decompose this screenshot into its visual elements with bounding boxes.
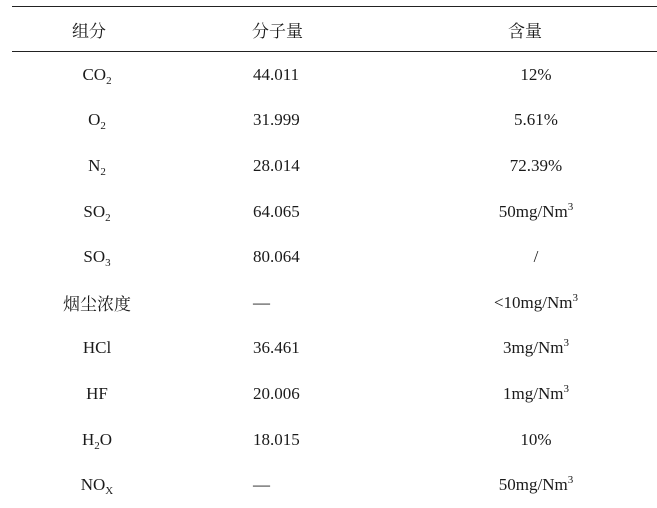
table-row [12,143,657,189]
cell-molecular-weight: 80.064 [253,247,300,267]
table-row [12,98,657,144]
content-value-wrap [456,65,616,85]
content-superscript: 3 [563,382,569,395]
gas-composition-table [12,6,657,508]
content-value: 12% [520,64,552,84]
cell-component [12,52,202,98]
content-value: / [533,247,539,267]
cell-component [12,189,202,235]
content-value: 1mg/Nm [503,383,564,403]
cell-molecular-weight: 44.011 [253,64,300,84]
header-row [12,7,657,52]
cell-content [342,417,657,463]
content-superscript: 3 [567,200,574,213]
cell-component [12,280,202,326]
cell-content [342,234,657,280]
cell-molecular-weight: 18.015 [253,429,300,449]
component-subscript: 2 [100,120,106,133]
table-header [12,7,657,52]
content-value: <10mg/Nm [493,292,573,312]
content-value-wrap [456,202,616,222]
component-name: SO [83,247,106,267]
table-row [12,462,657,508]
component-name: HCl [82,338,112,358]
table-row [12,326,657,372]
component-name: H [81,429,95,449]
cell-content [342,98,657,144]
content-value: 3mg/Nm [503,338,564,358]
cell-content [342,280,657,326]
cell-component [12,143,202,189]
content-superscript: 3 [567,474,574,487]
table-row [12,234,657,280]
cell-content [342,143,657,189]
cell-component [12,326,202,372]
content-value-wrap [456,475,616,495]
cell-component [12,234,202,280]
cell-content [342,371,657,417]
table-row [12,52,657,98]
content-value: 5.61% [514,110,558,130]
content-value-wrap [456,247,616,267]
content-value-wrap [456,156,616,176]
cell-molecular-weight: 20.006 [253,383,300,403]
component-subscript: 2 [106,74,112,87]
gas-composition-table-container [12,6,657,508]
table-body [12,52,657,508]
cell-component [12,417,202,463]
content-value: 72.39% [509,155,563,175]
cell-molecular-weight: 28.014 [253,155,300,175]
header-component: 组分 [12,7,202,52]
content-value-wrap [456,110,616,130]
cell-component [12,371,202,417]
table-row [12,189,657,235]
component-subscript: 2 [94,439,100,452]
cell-content [342,326,657,372]
cell-content [342,462,657,508]
component-name: HF [86,383,108,403]
content-value-wrap [456,293,616,313]
component-name: NO [80,475,106,495]
content-value-wrap [456,338,616,358]
content-value-wrap [456,384,616,404]
component-name: SO [83,201,106,221]
cell-molecular-weight: 36.461 [253,338,300,358]
cell-molecular-weight: — [253,292,270,312]
content-value: 10% [520,429,552,449]
header-content: 含量 [342,7,657,52]
content-value-wrap [456,430,616,450]
cell-molecular-weight: — [253,475,270,495]
cell-component [12,98,202,144]
content-superscript: 3 [572,291,579,304]
table-row [12,371,657,417]
table-row [12,280,657,326]
component-subscript: 2 [105,211,111,224]
content-superscript: 3 [563,337,569,350]
component-name-suffix: O [99,429,113,449]
cell-component [12,462,202,508]
component-name: N [88,155,101,175]
cell-content [342,189,657,235]
content-value: 50mg/Nm [498,475,568,495]
component-name: 烟尘浓度 [63,295,131,316]
component-subscript: 3 [105,257,111,270]
cell-molecular-weight: 31.999 [253,110,300,130]
table-row [12,417,657,463]
header-molecular-weight: 分子量 [202,7,342,52]
component-subscript: 2 [100,165,106,178]
cell-molecular-weight: 64.065 [253,201,300,221]
component-name: O [88,110,101,130]
content-value: 50mg/Nm [498,201,568,221]
component-subscript: X [105,485,114,498]
cell-content [342,52,657,98]
component-name: CO [82,64,107,84]
